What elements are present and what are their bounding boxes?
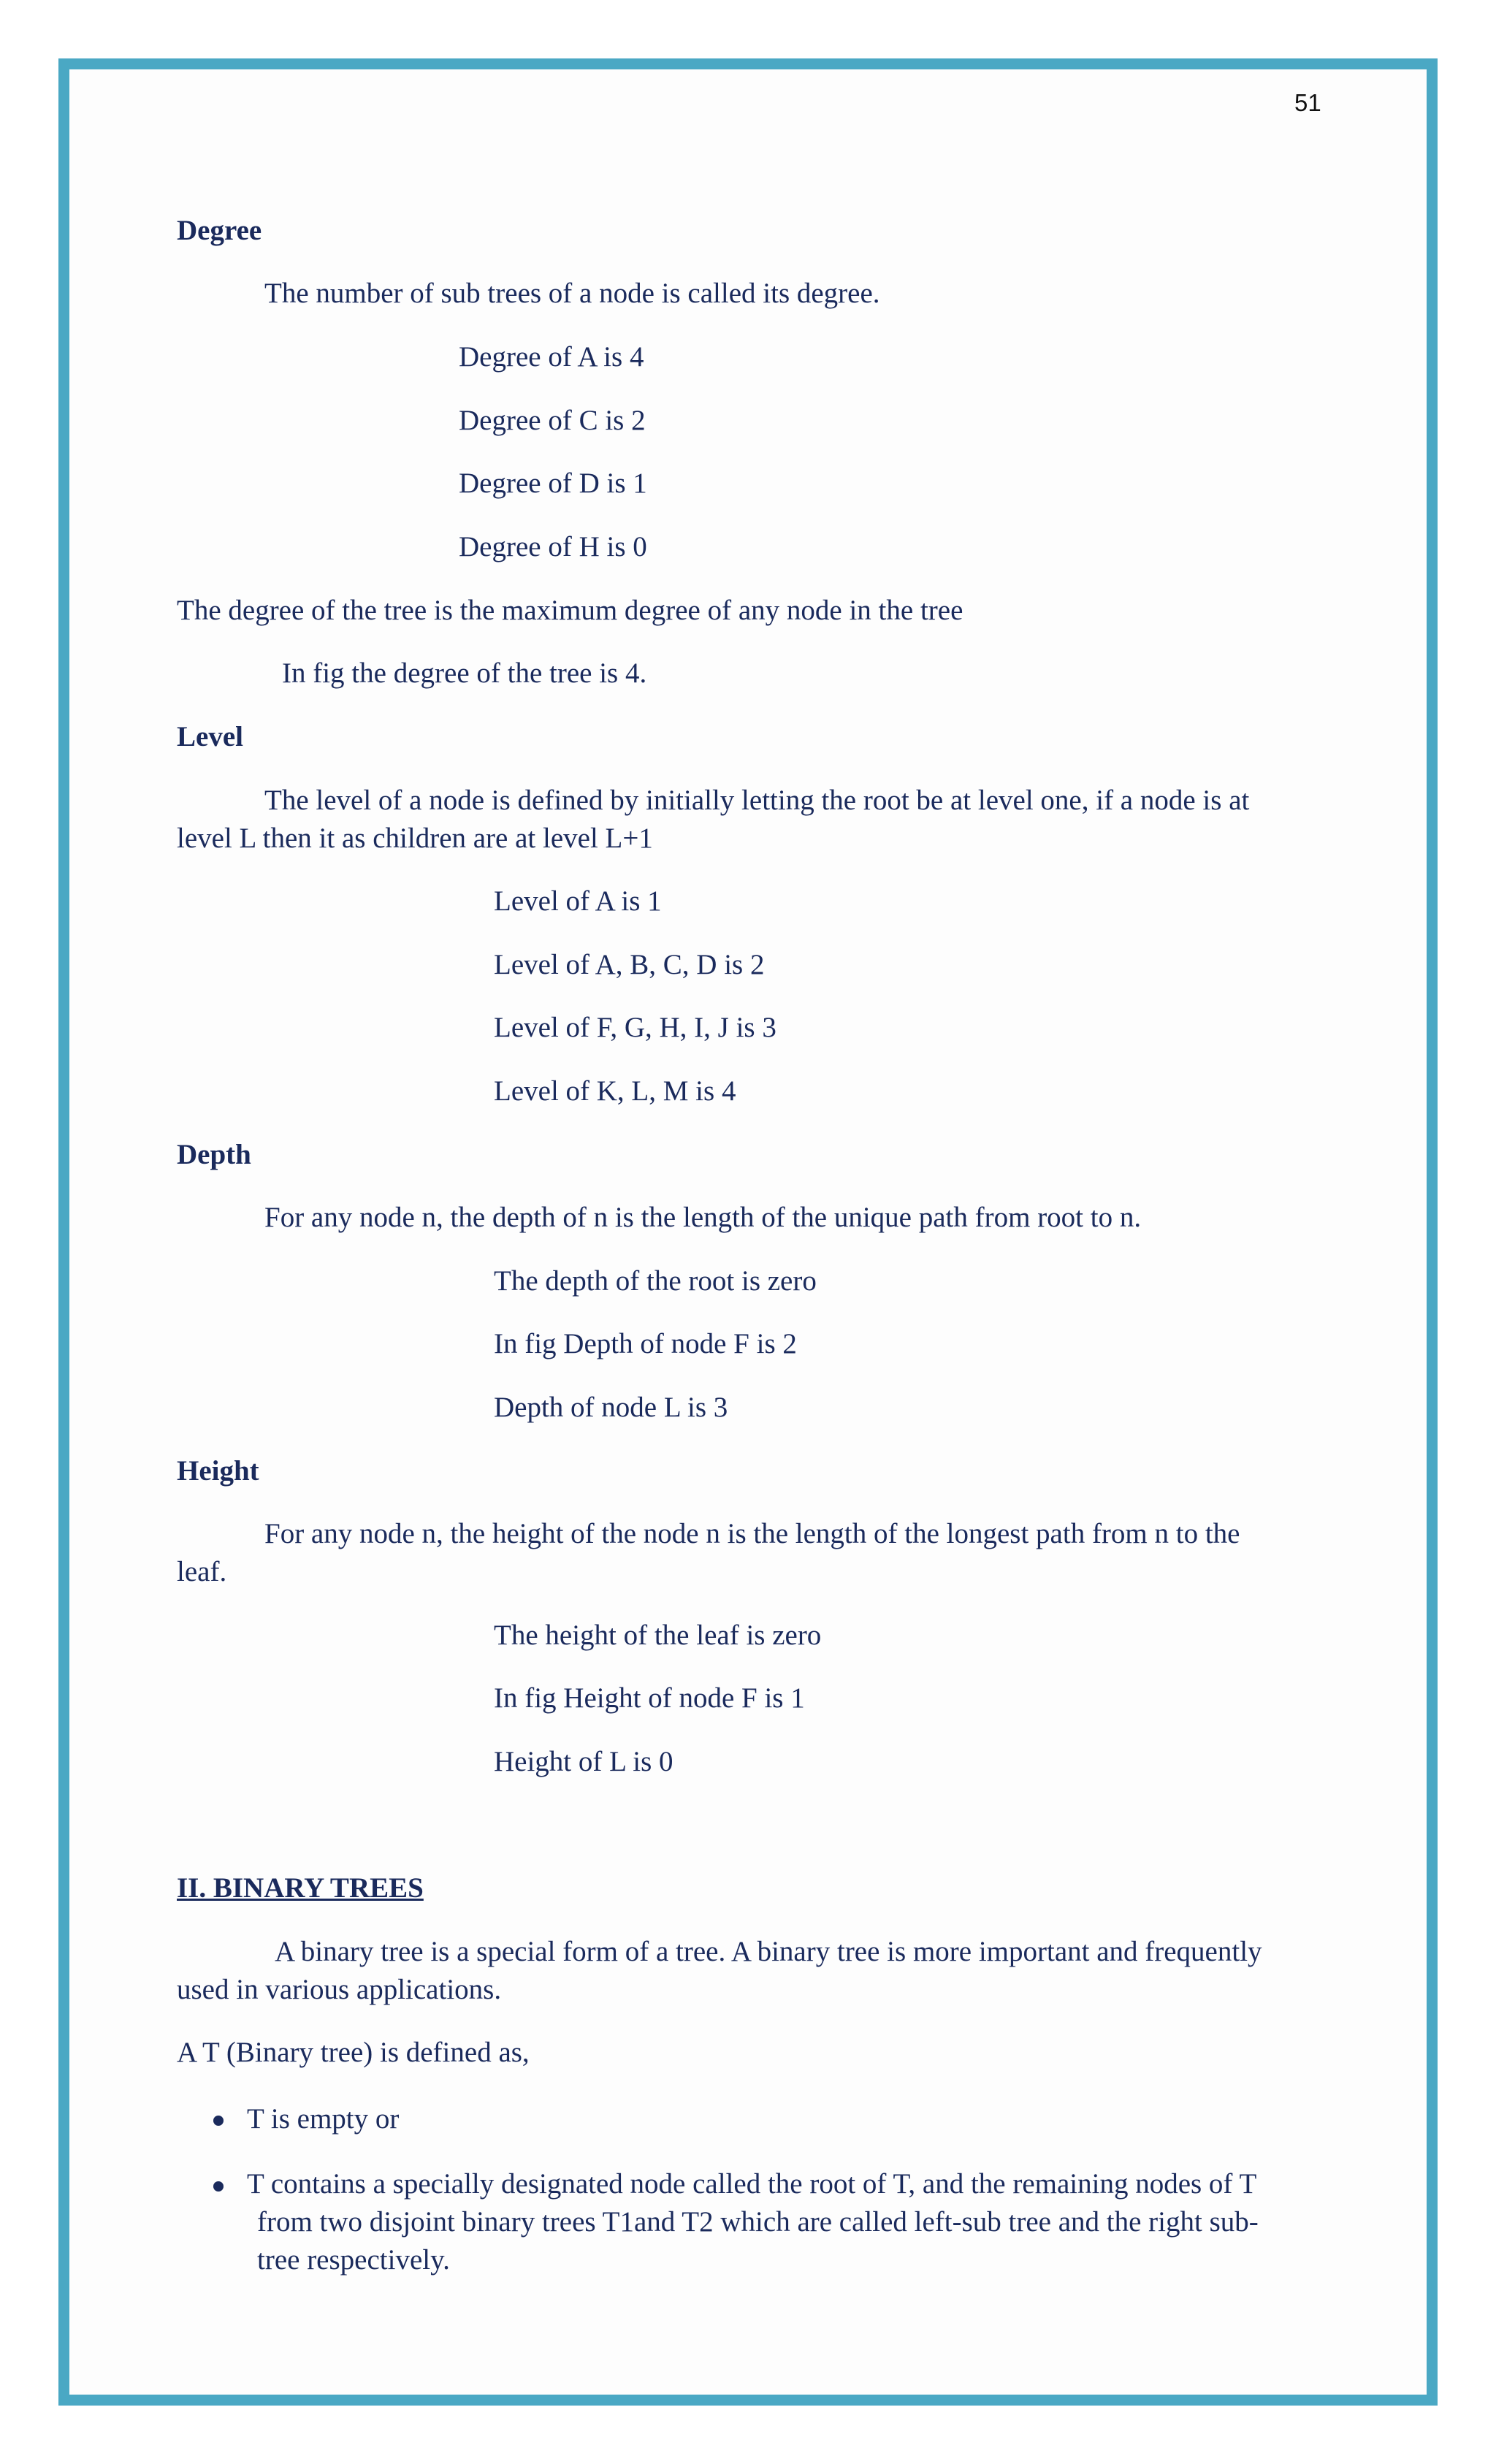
degree-example: Degree of D is 1: [459, 468, 647, 499]
level-example: Level of K, L, M is 4: [494, 1075, 736, 1107]
level-example: Level of A is 1: [494, 885, 662, 917]
degree-example: Degree of A is 4: [459, 341, 644, 373]
level-example: Level of A, B, C, D is 2: [494, 949, 765, 980]
degree-example: Degree of H is 0: [459, 531, 647, 562]
depth-example: The depth of the root is zero: [494, 1265, 817, 1297]
height-example: Height of L is 0: [494, 1746, 673, 1777]
binary-trees-intro-line-1: A binary tree is a special form of a tree. A binary tree is more important and frequently: [275, 1936, 1262, 1967]
degree-heading: Degree: [177, 215, 262, 246]
depth-intro: For any node n, the depth of n is the length of the unique path from root to n.: [264, 1202, 1142, 1233]
degree-fig-note: In fig the degree of the tree is 4.: [282, 657, 647, 689]
binary-tree-definition: A T (Binary tree) is defined as,: [177, 2037, 530, 2068]
height-heading: Height: [177, 1455, 259, 1487]
depth-example: In fig Depth of node F is 2: [494, 1328, 797, 1359]
binary-trees-intro-line-2: used in various applications.: [177, 1974, 502, 2005]
bullet-item-text: tree respectively.: [257, 2244, 450, 2276]
tree-degree-definition: The degree of the tree is the maximum degree of any node in the tree: [177, 595, 963, 626]
height-example: The height of the leaf is zero: [494, 1620, 822, 1651]
bullet-item-text: from two disjoint binary trees T1and T2 which are called left-sub tree and the right sub-: [257, 2206, 1259, 2238]
page-number: 51: [1294, 89, 1321, 116]
height-intro-line-1: For any node n, the height of the node n is the length of the longest path from n to the: [264, 1518, 1240, 1549]
height-example: In fig Height of node F is 1: [494, 1682, 805, 1714]
bullet-dot: [213, 2116, 224, 2126]
level-intro-line-2: level L then it as children are at level L+1: [177, 823, 653, 854]
depth-example: Depth of node L is 3: [494, 1392, 728, 1423]
level-example: Level of F, G, H, I, J is 3: [494, 1012, 776, 1043]
level-intro-line-1: The level of a node is defined by initially letting the root be at level one, if a node is at: [264, 785, 1250, 816]
degree-intro: The number of sub trees of a node is called its degree.: [264, 278, 880, 309]
level-heading: Level: [177, 721, 243, 752]
binary-trees-title: II. BINARY TREES: [177, 1872, 424, 1904]
bullet-item-text: T is empty or: [247, 2103, 400, 2135]
bullet-item-text: T contains a specially designated node called the root of T, and the remaining nodes of T: [247, 2168, 1257, 2200]
bullet-dot: [213, 2181, 224, 2192]
height-intro-line-2: leaf.: [177, 1556, 227, 1587]
depth-heading: Depth: [177, 1139, 251, 1170]
degree-example: Degree of C is 2: [459, 405, 646, 436]
